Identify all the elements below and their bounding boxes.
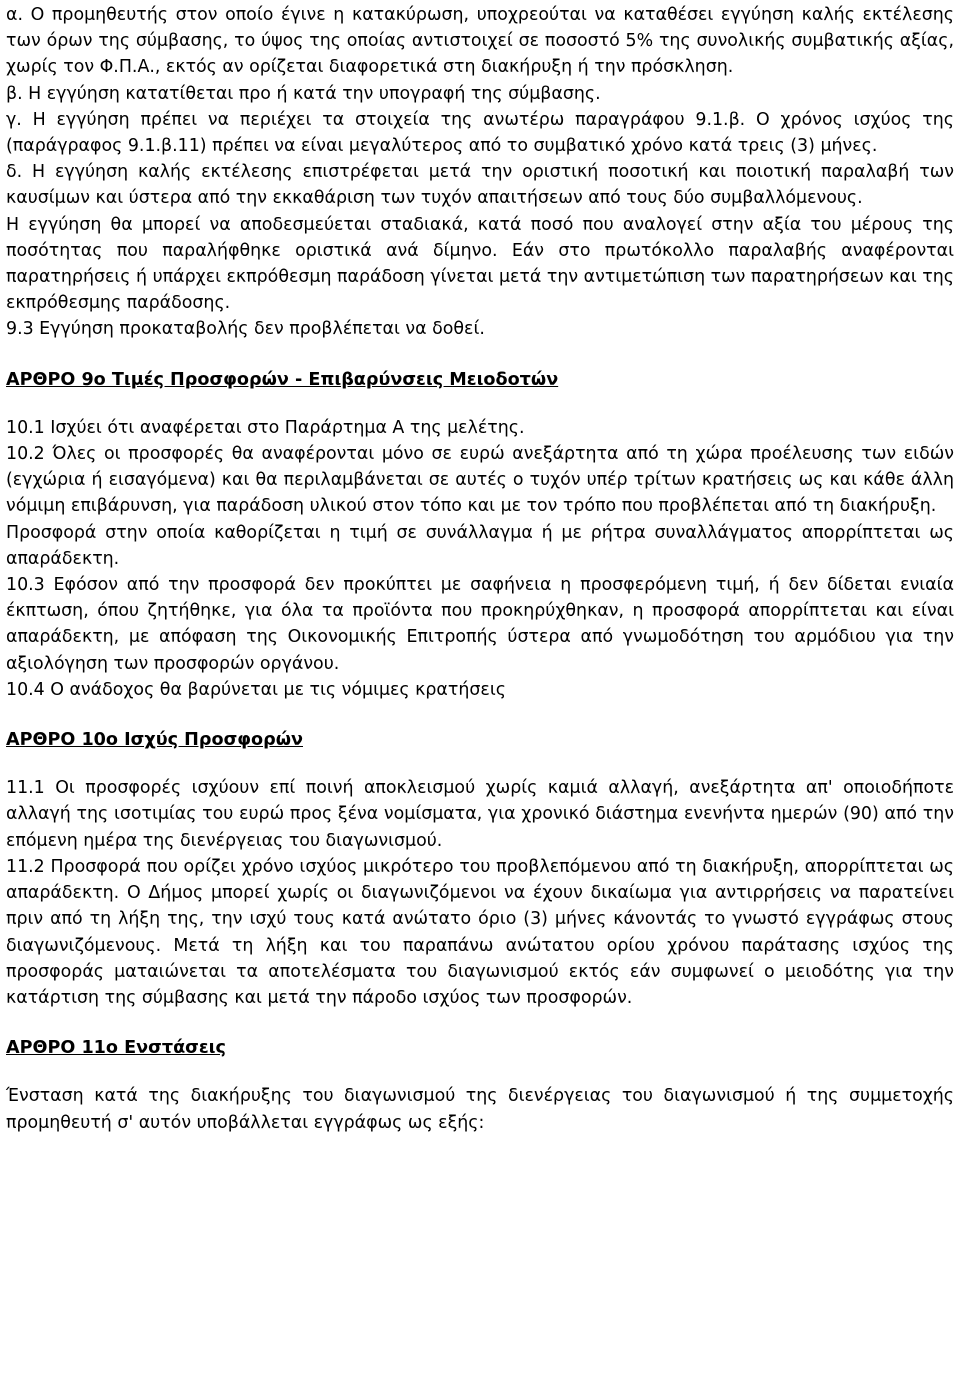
guarantee-section [6, 2, 954, 343]
paragraph-release: Η εγγύηση θα μπορεί να αποδεσμεύεται σταδιακά, κατά ποσό που αναλογεί στην αξία του μέρους της ποσότητας που παραλήφθηκε οριστικά ανά δίμηνο. Εάν στο πρωτόκολλο παραλαβής αναφέρονται παρατηρήσεις ή υπάρχει εκπρόθεσμη παράδοση γίνεται μετά την αντιμετώπιση των παρατηρήσεων και της εκπρόθεσμης παράδοσης. [6, 214, 954, 314]
article-10-body [6, 775, 954, 1011]
paragraph-10-4: 10.4 Ο ανάδοχος θα βαρύνεται με τις νόμιμες κρατήσεις [6, 679, 506, 700]
paragraph-objection: Ένσταση κατά της διακήρυξης του διαγωνισμού της διενέργειας του διαγωνισμού ή της συμμετοχής προμηθευτή σ' αυτόν υποβάλλεται εγγράφως ως εξής: [6, 1086, 954, 1133]
article-11-body [6, 1083, 954, 1135]
paragraph-10-2: 10.2 Όλες οι προσφορές θα αναφέρονται μόνο σε ευρώ ανεξάρτητα από τη χώρα προέλευσης των ειδών (εγχώρια ή εισαγόμενα) και θα περιλαμβάνεται σε αυτές ο τυχόν υπέρ τρίτων κρατήσεις ως και κάθε άλλη νόμιμη επιβάρυνση, για παράδοση υλικού στον τόπο και με τον τρόπο που προβλέπεται από τη διακήρυξη. [6, 444, 954, 517]
paragraph-10-1: 10.1 Ισχύει ότι αναφέρεται στο Παράρτημα Α της μελέτης. [6, 417, 525, 438]
paragraph-10-3: 10.3 Εφόσον από την προσφορά δεν προκύπτει με σαφήνεια η προσφερόμενη τιμή, ή δεν δίδεται ενιαία έκπτωση, όπου ζητήθηκε, για όλα τα προϊόντα που προκηρύχθηκαν, η προσφορά απορρίπτεται και είναι απαράδεκτη, με απόφαση της Οικονομικής Επιτροπής ύστερα από γνωμοδότηση του αρμόδιου για την αξιολόγηση των προσφορών οργάνου. [6, 575, 954, 674]
paragraph-11-2: 11.2 Προσφορά που ορίζει χρόνο ισχύος μικρότερο του προβλεπόμενου από τη διακήρυξη, απορρίπτεται ως απαράδεκτη. Ο Δήμος μπορεί χωρίς οι διαγωνιζόμενοι να έχουν δικαίωμα για αντιρρήσεις να παρατείνει πριν από τη λήξη της, την ισχύ τους κατά ανώτατο όριο (3) μήνες κάνοντάς το γνωστό εγγράφως στους διαγωνιζόμενους. Μετά τη λήξη και του παραπάνω ανώτατου ορίου χρόνου παράτασης ισχύος της προσφοράς ματαιώνεται τα αποτελέσματα του διαγωνισμού εκτός εάν συμφωνεί ο μειοδότης για την κατάρτιση της σύμβασης και μετά την πάροδο ισχύος των προσφορών. [6, 856, 954, 1008]
heading-article-10: ΑΡΘΡΟ 10ο Ισχύς Προσφορών [6, 730, 303, 751]
heading-article-11: ΑΡΘΡΟ 11ο Ενστάσεις [6, 1038, 226, 1059]
article-9-body [6, 415, 954, 703]
heading-article-9: ΑΡΘΡΟ 9ο Τιμές Προσφορών - Επιβαρύνσεις Μειοδοτών [6, 369, 559, 390]
paragraph-11-1: 11.1 Οι προσφορές ισχύουν επί ποινή αποκλεισμού χωρίς καμιά αλλαγή, ανεξάρτητα απ' οποιοδήποτε αλλαγή της ισοτιμίας του ευρώ προς ξένα νομίσματα, για χρονικό διάστημα ενενήντα ημερών (90) από την επόμενη ημέρα της διενέργειας του διαγωνισμού. [6, 778, 954, 851]
paragraph-currency: Προσφορά στην οποία καθορίζεται η τιμή σε συνάλλαγμα ή με ρήτρα συναλλάγματος απορρίπτεται ως απαράδεκτη. [6, 522, 954, 569]
paragraph-gamma: γ. Η εγγύηση πρέπει να περιέχει τα στοιχεία της ανωτέρω παραγράφου 9.1.β. Ο χρόνος ισχύος της (παράγραφος 9.1.β.11) πρέπει να είναι μεγαλύτερος από το συμβατικό χρόνο κατά τρεις (3) μήνες. [6, 109, 954, 157]
paragraph-delta: δ. Η εγγύηση καλής εκτέλεσης επιστρέφεται μετά την οριστική ποσοτική και ποιοτική παραλαβή των καυσίμων και ύστερα από την εκκαθάριση των τυχόν απαιτήσεων από τους δύο συμβαλλόμενους. [6, 162, 954, 209]
paragraph-9-3: 9.3 Εγγύηση προκαταβολής δεν προβλέπεται να δοθεί. [6, 319, 485, 340]
paragraph-alpha: α. Ο προμηθευτής στον οποίο έγινε η κατακύρωση, υποχρεούται να καταθέσει εγγύηση καλής εκτέλεσης των όρων της σύμβασης, το ύψος της οποίας αντιστοιχεί σε ποσοστό 5% της συνολικής συμβατικής αξίας, χωρίς τον Φ.Π.Α., εκτός αν ορίζεται διαφορετικά στη διακήρυξη ή την πρόσκληση. [6, 5, 954, 78]
paragraph-beta: β. Η εγγύηση κατατίθεται προ ή κατά την υπογραφή της σύμβασης. [6, 83, 601, 104]
